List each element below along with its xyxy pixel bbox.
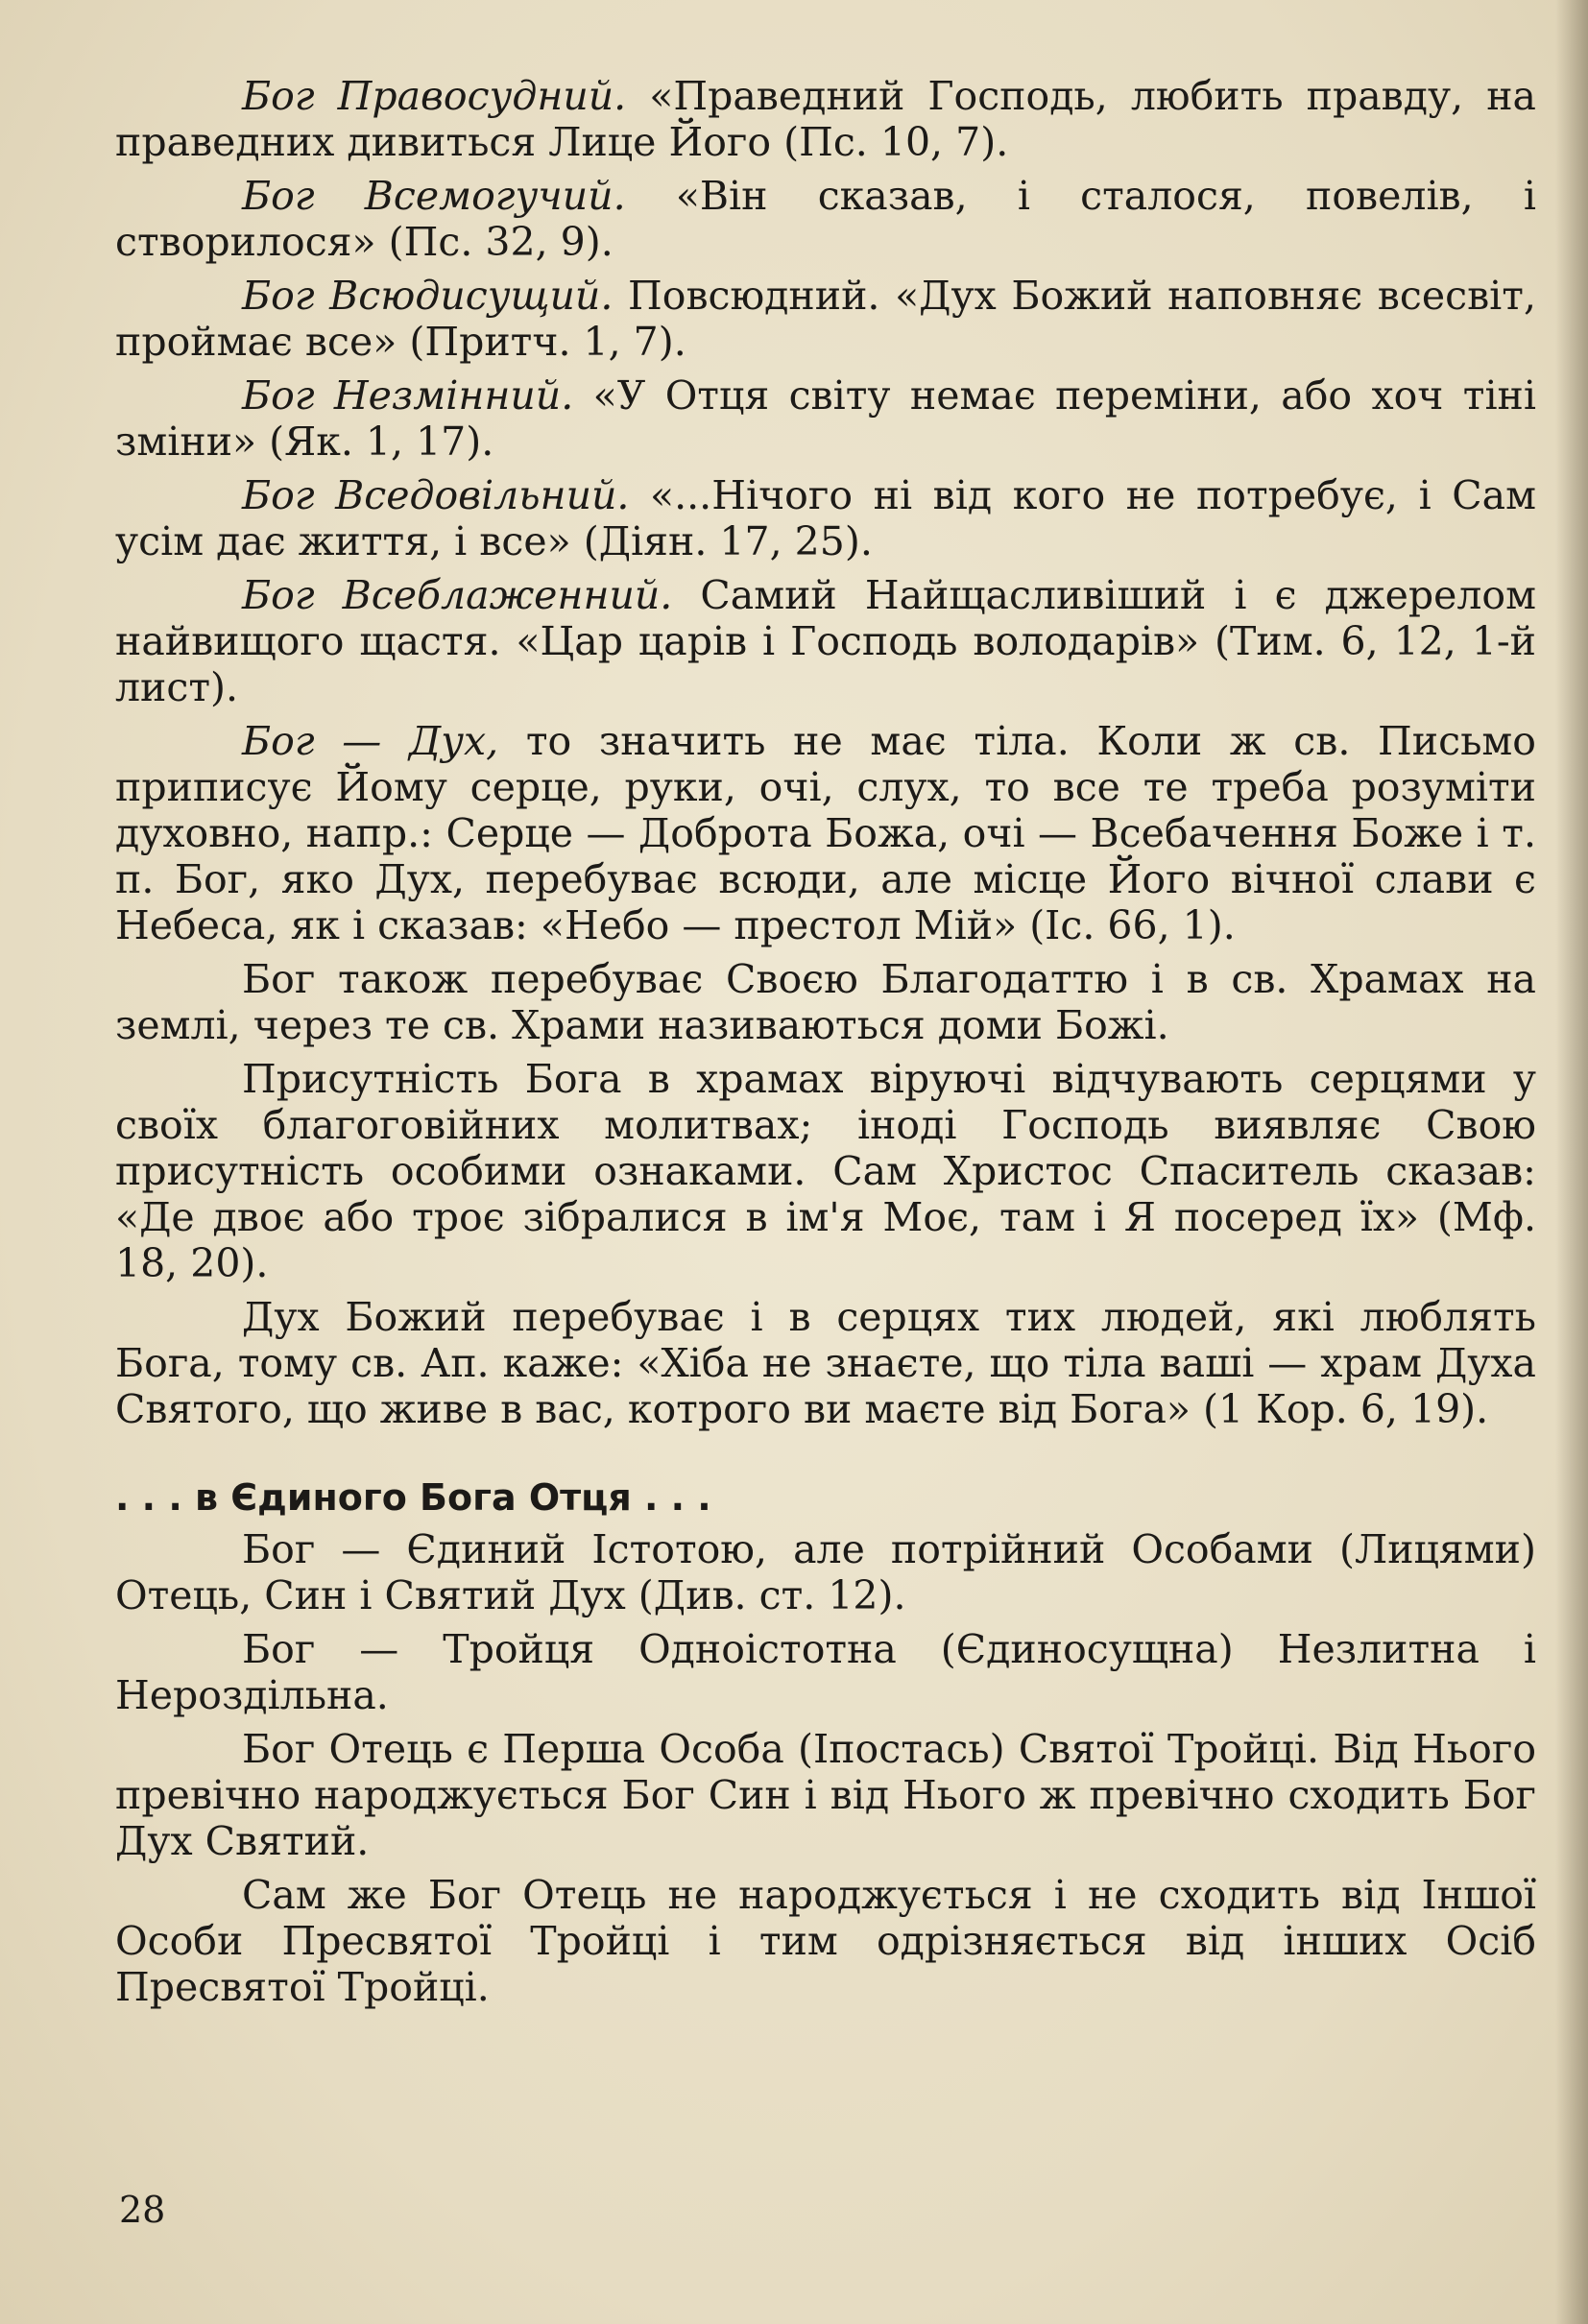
attribute-term: Бог — Дух,	[242, 718, 499, 764]
attribute-text: Повсюдний. «Дух Божий наповняє всесвіт, проймає все» (Притч. 1, 7).	[115, 273, 1536, 365]
body-paragraph: Бог Отець є Перша Особа (Іпостась) Святої Тройці. Від Нього превічно народжується Бог Син і від Нього ж превічно сходить Бог Дух Святий.	[115, 1726, 1536, 1864]
body-paragraph: Дух Божий перебуває і в серцях тих людей, які люблять Бога, тому св. Ап. каже: «Хіба не знаєте, що тіла ваші — храм Духа Святого, що живе в вас, котрого ви маєте від Бога» (1 Кор. 6, 19).	[115, 1294, 1536, 1432]
body-paragraph: Бог також перебуває Своєю Благодаттю і в св. Храмах на землі, через те св. Храми називаються доми Божі.	[115, 956, 1536, 1048]
attribute-paragraph-all-blessed	[115, 572, 1536, 710]
attribute-text: «Праведний Господь, любить правду, на праведних дивиться Лице Його (Пс. 10, 7).	[115, 73, 1536, 165]
attribute-term: Бог Всюдисущий.	[242, 273, 614, 319]
page-text	[115, 73, 1536, 2018]
attribute-term: Бог Всемогучий.	[242, 173, 626, 219]
attribute-paragraph-unchanging	[115, 372, 1536, 465]
attribute-text: то значить не має тіла. Коли ж св. Письмо приписує Йому серце, руки, очі, слух, то все те треба розуміти духовно, напр.: Серце — Доброта Божа, очі — Всебачення Боже і т. п. Бог, яко Дух, перебуває всюди, але місце Його вічної слави є Небеса, як і сказав: «Небо — престол Мій» (Іс. 66, 1).	[115, 718, 1536, 948]
body-paragraph: Присутність Бога в храмах віруючі відчувають серцями у своїх благоговійних молитвах; іноді Господь виявляє Свою присутність особими ознаками. Сам Христос Спаситель сказав: «Де двоє або троє зібралися в ім'я Моє, там і Я посеред їх» (Мф. 18, 20).	[115, 1056, 1536, 1286]
body-paragraph: Бог — Єдиний Істотою, але потрійний Особами (Лицями) Отець, Син і Святий Дух (Див. ст. 12).	[115, 1526, 1536, 1618]
body-paragraph: Бог — Тройця Одноістотна (Єдиносущна) Незлитна і Нероздільна.	[115, 1626, 1536, 1718]
attribute-term: Бог Вседовільний.	[242, 472, 630, 518]
attribute-paragraph-spirit	[115, 718, 1536, 948]
attribute-text: Самий Найщасливіший і є джерелом найвищого щастя. «Цар царів і Господь володарів» (Тим. 6, 12, 1-й лист).	[115, 572, 1536, 710]
attribute-term: Бог Правосудний.	[242, 73, 627, 119]
page-number: 28	[119, 2189, 166, 2231]
attribute-term: Бог Всеблаженний.	[242, 572, 673, 618]
attribute-paragraph-righteous	[115, 73, 1536, 165]
attribute-term: Бог Незмінний.	[242, 372, 574, 419]
attribute-text: «...Нічого ні від кого не потребує, і Сам усім дає життя, і все» (Діян. 17, 25).	[115, 472, 1536, 564]
attribute-text: «Він сказав, і сталося, повелів, і створилося» (Пс. 32, 9).	[115, 173, 1536, 265]
section-heading: . . . в Єдиного Бога Отця . . .	[115, 1476, 711, 1519]
attribute-paragraph-omnipresent	[115, 273, 1536, 365]
attribute-text: «У Отця світу немає переміни, або хоч тіні зміни» (Як. 1, 17).	[115, 372, 1536, 465]
attribute-paragraph-all-sufficient	[115, 472, 1536, 564]
page-edge-shadow	[1555, 0, 1588, 2324]
attribute-paragraph-almighty	[115, 173, 1536, 265]
body-paragraph: Сам же Бог Отець не народжується і не сходить від Іншої Особи Пресвятої Тройці і тим одрізняється від інших Осіб Пресвятої Тройці.	[115, 1872, 1536, 2010]
